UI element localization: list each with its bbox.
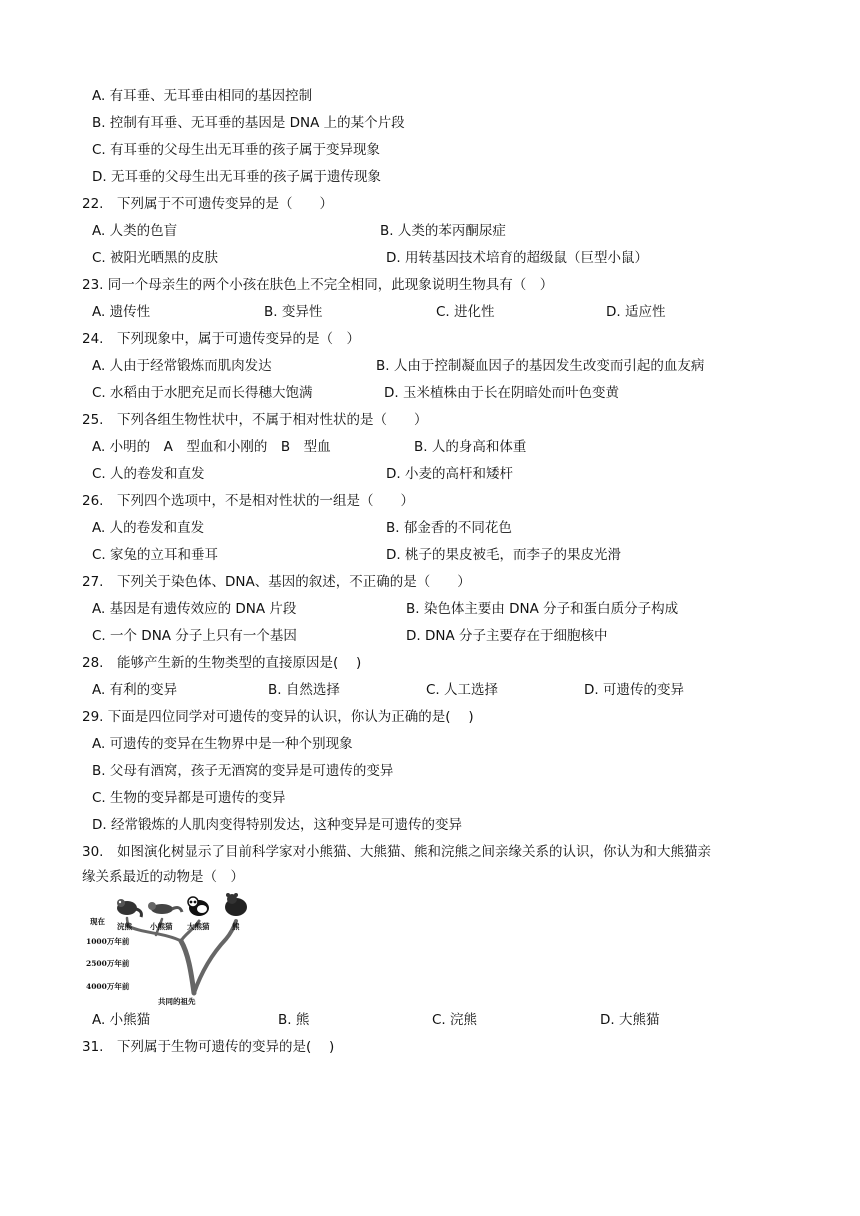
q29-option-c[interactable]: C. 生物的变异都是可遗传的变异 <box>92 790 286 806</box>
q24-option-a[interactable]: A. 人由于经常锻炼而肌肉发达 <box>92 358 272 374</box>
label-4000-million: 4000万年前 <box>86 982 130 991</box>
q21-option-b[interactable]: B. 控制有耳垂、无耳垂的基因是 DNA 上的某个片段 <box>92 115 405 131</box>
label-raccoon: 浣熊 <box>117 922 132 931</box>
q29-option-a[interactable]: A. 可遗传的变异在生物界中是一种个别现象 <box>92 736 353 752</box>
q26-option-c[interactable]: C. 家兔的立耳和垂耳 <box>92 547 219 563</box>
q28-option-a[interactable]: A. 有利的变异 <box>92 682 178 698</box>
q27-option-a[interactable]: A. 基因是有遗传效应的 DNA 片段 <box>92 601 297 617</box>
q23-option-d[interactable]: D. 适应性 <box>606 304 666 320</box>
q27-option-d[interactable]: D. DNA 分子主要存在于细胞核中 <box>406 628 608 644</box>
q25-option-a[interactable]: A. 小明的 A 型血和小刚的 B 型血 <box>92 439 331 455</box>
q29-option-b[interactable]: B. 父母有酒窝，孩子无酒窝的变异是可遗传的变异 <box>92 763 394 779</box>
label-red-panda: 小熊猫 <box>150 922 173 931</box>
q28-option-d[interactable]: D. 可遗传的变异 <box>584 682 684 698</box>
q27-option-b[interactable]: B. 染色体主要由 DNA 分子和蛋白质分子构成 <box>406 601 679 617</box>
q25-option-c[interactable]: C. 人的卷发和直发 <box>92 466 205 482</box>
q22-option-b[interactable]: B. 人类的苯丙酮尿症 <box>380 223 506 239</box>
q25-option-d[interactable]: D. 小麦的高杆和矮杆 <box>386 466 513 482</box>
q23-stem: 23. 同一个母亲生的两个小孩在肤色上不完全相同，此现象说明生物具有（ ） <box>82 277 554 293</box>
q24-option-c[interactable]: C. 水稻由于水肥充足而长得穗大饱满 <box>92 385 313 401</box>
label-now: 现在 <box>90 917 105 926</box>
q24-option-d[interactable]: D. 玉米植株由于长在阴暗处而叶色变黄 <box>384 385 619 401</box>
q30-option-b[interactable]: B. 熊 <box>278 1012 310 1028</box>
q25-stem: 25. 下列各组生物性状中，不属于相对性状的是（ ） <box>82 412 428 428</box>
q26-option-d[interactable]: D. 桃子的果皮被毛，而李子的果皮光滑 <box>386 547 621 563</box>
q28-option-c[interactable]: C. 人工选择 <box>426 682 499 698</box>
label-1000-million: 1000万年前 <box>86 937 130 946</box>
red-panda-icon <box>148 902 182 914</box>
q30-stem-line2: 缘关系最近的动物是（ ） <box>82 869 244 885</box>
label-common-ancestor: 共同的祖先 <box>158 997 196 1006</box>
q30-option-c[interactable]: C. 浣熊 <box>432 1012 478 1028</box>
raccoon-icon <box>117 899 141 917</box>
q29-option-d[interactable]: D. 经常锻炼的人肌肉变得特别发达，这种变异是可遗传的变异 <box>92 817 462 833</box>
q30-option-d[interactable]: D. 大熊猫 <box>600 1012 660 1028</box>
q23-option-c[interactable]: C. 进化性 <box>436 304 495 320</box>
q22-stem: 22. 下列属于不可遗传变异的是（ ） <box>82 196 333 212</box>
q26-stem: 26. 下列四个选项中，不是相对性状的一组是（ ） <box>82 493 414 509</box>
q22-option-c[interactable]: C. 被阳光晒黑的皮肤 <box>92 250 219 266</box>
q23-option-a[interactable]: A. 遗传性 <box>92 304 151 320</box>
q31-stem: 31. 下列属于生物可遗传的变异的是( ) <box>82 1039 335 1055</box>
q27-stem: 27. 下列关于染色体、DNA、基因的叙述，不正确的是（ ） <box>82 574 471 590</box>
q23-option-b[interactable]: B. 变异性 <box>264 304 323 320</box>
q25-option-b[interactable]: B. 人的身高和体重 <box>414 439 527 455</box>
tree-branches <box>127 918 236 993</box>
q24-option-b[interactable]: B. 人由于控制凝血因子的基因发生改变而引起的血友病 <box>376 358 705 374</box>
q26-option-a[interactable]: A. 人的卷发和直发 <box>92 520 205 536</box>
evolution-tree-figure <box>86 893 256 1011</box>
label-bear: 熊 <box>232 922 240 931</box>
label-2500-million: 2500万年前 <box>86 959 130 968</box>
q22-option-d[interactable]: D. 用转基因技术培育的超级鼠（巨型小鼠） <box>386 250 648 266</box>
q21-option-c[interactable]: C. 有耳垂的父母生出无耳垂的孩子属于变异现象 <box>92 142 381 158</box>
q22-option-a[interactable]: A. 人类的色盲 <box>92 223 178 239</box>
q24-stem: 24. 下列现象中，属于可遗传变异的是（ ） <box>82 331 360 347</box>
q21-option-a[interactable]: A. 有耳垂、无耳垂由相同的基因控制 <box>92 88 313 104</box>
q21-option-d[interactable]: D. 无耳垂的父母生出无耳垂的孩子属于遗传现象 <box>92 169 381 185</box>
q30-stem-line1: 30. 如图演化树显示了目前科学家对小熊猫、大熊猫、熊和浣熊之间亲缘关系的认识，你认为和大熊猫亲 <box>82 844 711 860</box>
q30-option-a[interactable]: A. 小熊猫 <box>92 1012 151 1028</box>
q28-option-b[interactable]: B. 自然选择 <box>268 682 340 698</box>
q28-stem: 28. 能够产生新的生物类型的直接原因是( ) <box>82 655 362 671</box>
bear-icon <box>225 893 247 916</box>
q27-option-c[interactable]: C. 一个 DNA 分子上只有一个基因 <box>92 628 297 644</box>
q26-option-b[interactable]: B. 郁金香的不同花色 <box>386 520 512 536</box>
giant-panda-icon <box>188 897 209 916</box>
q29-stem: 29. 下面是四位同学对可遗传的变异的认识，你认为正确的是( ) <box>82 709 474 725</box>
label-giant-panda: 大熊猫 <box>187 922 210 931</box>
